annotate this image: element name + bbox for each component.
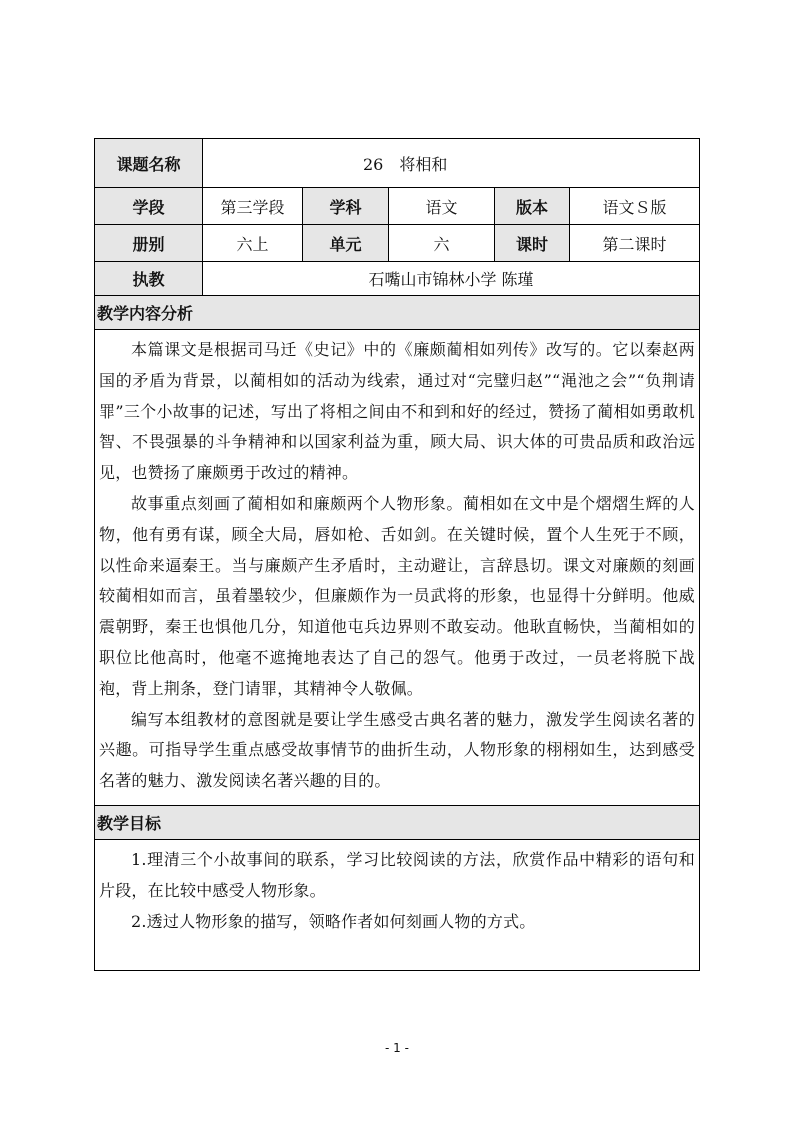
teacher-row (95, 262, 699, 296)
lesson-plan-table (94, 138, 700, 971)
period-value: 第二课时 (602, 234, 667, 254)
page-number: - 1 - (385, 1041, 409, 1055)
edition-value: 语文Ｓ版 (602, 197, 667, 217)
teaching-goals-body (95, 840, 699, 970)
analysis-paragraph-2: 故事重点刻画了蔺相如和廉颇两个人物形象。蔺相如在文中是个熠熠生辉的人物，他有勇有谋，顾全大局，唇如枪、舌如剑。在关键时候，置个人生死于不顾，以性命来逼秦王。当与廉颇产生矛盾时，主动避让，言辞恳切。课文对廉颇的刻画较蔺相如而言，虽着墨较少，但廉颇作为一员武将的形象，也显得十分鲜明。他威震朝野，秦王也惧他几分，知道他屯兵边界则不敢妄动。他耿直畅快，当蔺相如的职位比他高时，他毫不遮掩地表达了自己的怨气。他勇于改过，一员老将脱下战袍，背上荆条，登门请罪，其精神令人敬佩。 (99, 493, 695, 698)
stage-value: 第三学段 (203, 188, 303, 224)
unit-value: 六 (389, 225, 495, 261)
content-analysis-heading: 教学内容分析 (95, 296, 699, 330)
teacher-label: 执教 (95, 262, 203, 295)
edition-label: 版本 (495, 188, 570, 224)
goal-item-1: 1.理清三个小故事间的联系，学习比较阅读的方法，欣赏作品中精彩的语句和片段，在比较中感受人物形象。 (99, 849, 695, 900)
volume-label: 册别 (95, 225, 203, 261)
analysis-paragraph-1: 本篇课文是根据司马迁《史记》中的《廉颇蔺相如列传》改写的。它以秦赵两国的矛盾为背景，以蔺相如的活动为线索，通过对“完璧归赵”“渑池之会”“负荆请罪”三个小故事的记述，写出了将相之间由不和到和好的经过，赞扬了蔺相如勇敢机智、不畏强暴的斗争精神和以国家利益为重，顾大局、识大体的可贵品质和政治远见，也赞扬了廉颇勇于改过的精神。 (99, 340, 695, 483)
subject-value: 语文 (389, 188, 495, 224)
title-row (95, 139, 699, 188)
content-analysis-body (95, 330, 699, 806)
lesson-title-label: 课题名称 (95, 139, 203, 187)
analysis-paragraph-3: 编写本组教材的意图就是要让学生感受古典名著的魅力，激发学生阅读名著的兴趣。可指导学生重点感受故事情节的曲折生动，人物形象的栩栩如生，达到感受名著的魅力、激发阅读名著兴趣的目的。 (99, 709, 695, 791)
subject-label: 学科 (303, 188, 389, 224)
teaching-goals-heading: 教学目标 (95, 806, 699, 840)
period-label: 课时 (495, 225, 570, 261)
stage-label: 学段 (95, 188, 203, 224)
goal-item-2: 2.透过人物形象的描写，领略作者如何刻画人物的方式。 (131, 911, 536, 931)
volume-value: 六上 (203, 225, 303, 261)
stage-row (95, 188, 699, 225)
unit-label: 单元 (303, 225, 389, 261)
teacher-value: 石嘴山市锦林小学 陈瑾 (368, 270, 534, 289)
lesson-title-value: 26 将相和 (363, 154, 448, 174)
volume-row (95, 225, 699, 262)
